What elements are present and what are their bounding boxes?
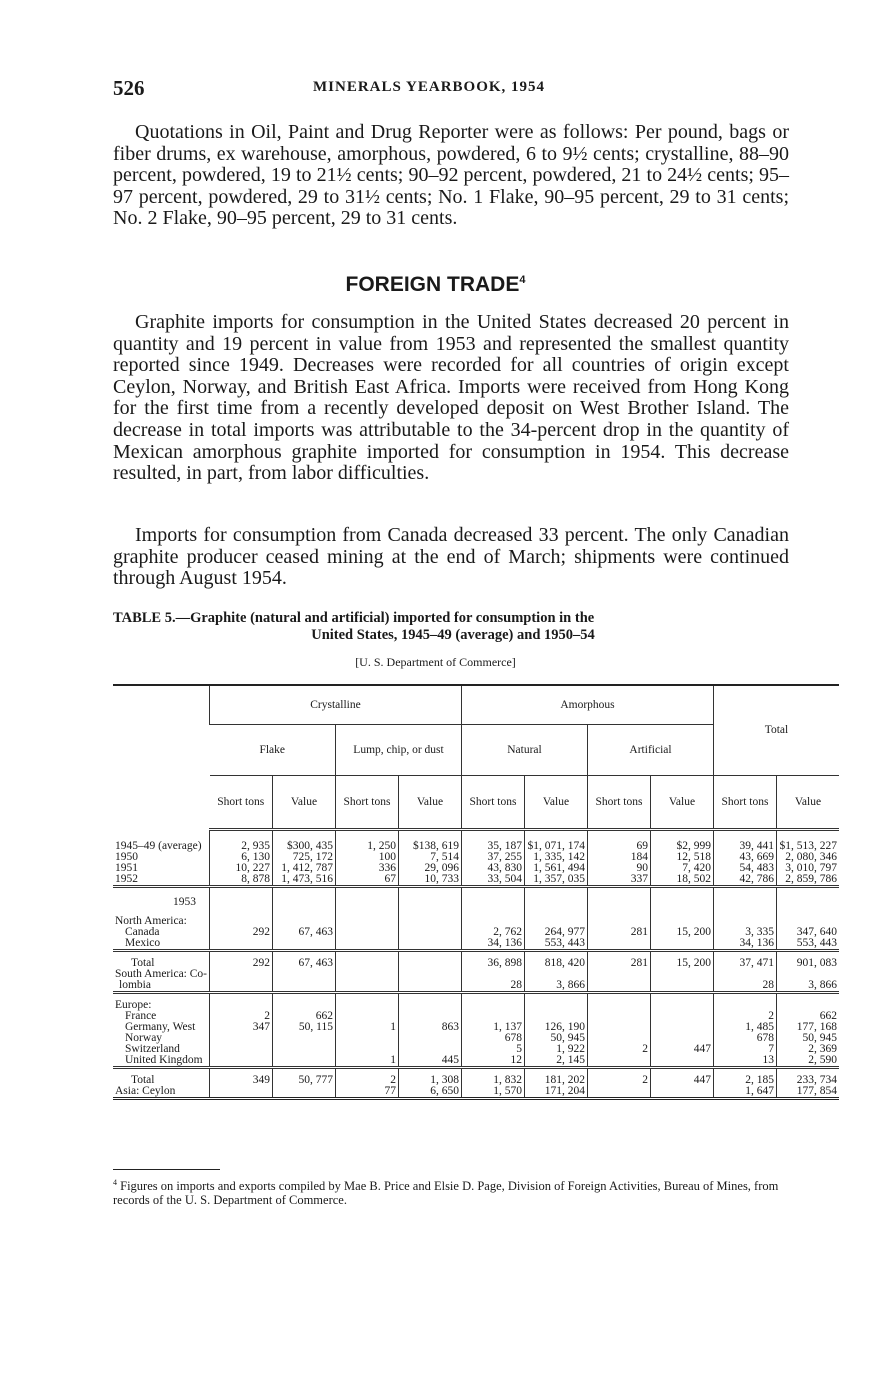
table-cell: 100 bbox=[336, 852, 399, 863]
empty-cell bbox=[651, 1000, 714, 1011]
year-row bbox=[113, 874, 839, 887]
table-cell bbox=[651, 1086, 714, 1099]
header-value: Value bbox=[525, 776, 588, 830]
region-heading bbox=[113, 969, 839, 980]
table-cell: 37, 255 bbox=[462, 852, 525, 863]
table-cell: 1 bbox=[336, 1022, 399, 1033]
table-cell bbox=[588, 1011, 651, 1022]
table-cell bbox=[336, 1011, 399, 1022]
table-cell: $2, 999 bbox=[651, 841, 714, 852]
table-cell: 10, 733 bbox=[399, 874, 462, 887]
row-label: 1951 bbox=[115, 862, 138, 874]
country-row bbox=[113, 938, 839, 951]
table-cell bbox=[210, 1055, 273, 1068]
table-cell: 2, 935 bbox=[210, 841, 273, 852]
table-cell: 171, 204 bbox=[525, 1086, 588, 1099]
table-cell bbox=[588, 1055, 651, 1068]
row-label: lombia bbox=[113, 980, 210, 993]
empty-cell bbox=[714, 993, 777, 1001]
table-cell: 678 bbox=[714, 1033, 777, 1044]
empty-cell bbox=[336, 993, 399, 1001]
table-cell: 15, 200 bbox=[651, 958, 714, 969]
empty-cell bbox=[336, 969, 399, 980]
empty-cell bbox=[651, 969, 714, 980]
table-cell: 2, 590 bbox=[777, 1055, 840, 1068]
table-cell: 37, 471 bbox=[714, 958, 777, 969]
table-cell: 77 bbox=[336, 1086, 399, 1099]
spacer-row bbox=[113, 951, 839, 959]
row-label: Asia: Ceylon bbox=[115, 1085, 176, 1097]
table-cell: 2 bbox=[588, 1044, 651, 1055]
country-row bbox=[113, 1055, 839, 1068]
table-cell: 2, 080, 346 bbox=[777, 852, 840, 863]
table-cell: 7 bbox=[714, 1044, 777, 1055]
year-1953-heading bbox=[113, 887, 839, 917]
row-label: Total bbox=[131, 1074, 155, 1086]
table-cell bbox=[210, 1033, 273, 1044]
footnote bbox=[113, 1176, 793, 1207]
empty-cell bbox=[336, 1000, 399, 1011]
header-short-tons: Short tons bbox=[588, 776, 651, 830]
country-row bbox=[113, 1044, 839, 1055]
table-cell: 15, 200 bbox=[651, 927, 714, 938]
table-cell: 50, 945 bbox=[777, 1033, 840, 1044]
table-cell: 725, 172 bbox=[273, 852, 336, 863]
empty-cell bbox=[777, 887, 840, 917]
region-heading-label: North America: bbox=[115, 915, 187, 927]
header-crystalline: Crystalline bbox=[210, 685, 462, 725]
empty-cell bbox=[399, 1000, 462, 1011]
table-cell: 281 bbox=[588, 927, 651, 938]
empty-cell bbox=[651, 887, 714, 917]
table-cell: 34, 136 bbox=[462, 938, 525, 951]
empty-cell bbox=[273, 887, 336, 917]
table-cell: 43, 830 bbox=[462, 863, 525, 874]
country-row bbox=[113, 1022, 839, 1033]
table-cell: 1, 412, 787 bbox=[273, 863, 336, 874]
table-cell bbox=[273, 980, 336, 993]
table-cell: 447 bbox=[651, 1044, 714, 1055]
table-cell: 2 bbox=[588, 1075, 651, 1086]
total-row bbox=[113, 958, 839, 969]
table-cell: 181, 202 bbox=[525, 1075, 588, 1086]
table-cell bbox=[336, 1033, 399, 1044]
table-cell: $1, 071, 174 bbox=[525, 841, 588, 852]
table-cell: 1, 137 bbox=[462, 1022, 525, 1033]
empty-cell bbox=[210, 1000, 273, 1011]
table-cell: 233, 734 bbox=[777, 1075, 840, 1086]
table-cell bbox=[651, 1055, 714, 1068]
empty-cell bbox=[399, 969, 462, 980]
empty-cell bbox=[651, 993, 714, 1001]
table-cell: 7, 420 bbox=[651, 863, 714, 874]
table-cell: 3, 866 bbox=[525, 980, 588, 993]
table-cell bbox=[399, 958, 462, 969]
table-cell: 818, 420 bbox=[525, 958, 588, 969]
empty-cell bbox=[399, 951, 462, 959]
table-cell: 54, 483 bbox=[714, 863, 777, 874]
header-short-tons: Short tons bbox=[462, 776, 525, 830]
region-heading bbox=[113, 1000, 839, 1011]
table-cell: 3, 010, 797 bbox=[777, 863, 840, 874]
empty-cell bbox=[588, 969, 651, 980]
table-cell bbox=[399, 1033, 462, 1044]
table-cell: 1, 308 bbox=[399, 1075, 462, 1086]
row-label: France bbox=[125, 1010, 157, 1022]
year-1953-heading-label: 1953 bbox=[173, 895, 196, 908]
table-cell bbox=[273, 1086, 336, 1099]
table-cell: 662 bbox=[777, 1011, 840, 1022]
table-cell: 901, 083 bbox=[777, 958, 840, 969]
table-cell bbox=[273, 1044, 336, 1055]
header-lump: Lump, chip, or dust bbox=[336, 725, 462, 776]
footnote-mark: 4 bbox=[113, 1178, 117, 1187]
table-cell: 2, 185 bbox=[714, 1075, 777, 1086]
table-cell: 12 bbox=[462, 1055, 525, 1068]
section-heading-text: FOREIGN TRADE bbox=[345, 273, 520, 296]
paragraph-canada-text: Imports for consumption from Canada decreased 33 percent. The only Canadian graphite producer ceased mining at the end of March; shipments were continued through August 1954. bbox=[113, 524, 789, 590]
table-cell bbox=[588, 980, 651, 993]
table-cell: 292 bbox=[210, 927, 273, 938]
table-cell: 126, 190 bbox=[525, 1022, 588, 1033]
table-cell: 553, 443 bbox=[525, 938, 588, 951]
table-cell bbox=[588, 1022, 651, 1033]
empty-cell bbox=[714, 1000, 777, 1011]
table-source: [U. S. Department of Commerce] bbox=[355, 655, 516, 669]
paragraph-quotations-text: Quotations in Oil, Paint and Drug Reporter were as follows: Per pound, bags or fiber drums, ex warehouse, amorphous, powdered, 6 to 9½ cents; crystalline, 88–90 percent, powdered, 19 to 21½ cents; 90–92 percent, powdered, 21 to 24½ cents; 95–97 percent, powdered, 29 to 31½ cents; No. 1 Flake, 90–95 percent, 29 to 31 cents; No. 2 Flake, 90–95 percent, 29 to 31 cents. bbox=[113, 121, 789, 230]
table-cell bbox=[336, 927, 399, 938]
table-cell bbox=[273, 1033, 336, 1044]
year-row bbox=[113, 863, 839, 874]
table-cell: 1, 335, 142 bbox=[525, 852, 588, 863]
table-cell: 6, 130 bbox=[210, 852, 273, 863]
row-label: 1945–49 (average) bbox=[115, 840, 202, 852]
row-label: Norway bbox=[125, 1032, 163, 1044]
header-artificial: Artificial bbox=[588, 725, 714, 776]
table-cell bbox=[651, 980, 714, 993]
empty-cell bbox=[273, 969, 336, 980]
table-cell: 553, 443 bbox=[777, 938, 840, 951]
empty-cell bbox=[210, 969, 273, 980]
table-cell bbox=[336, 938, 399, 951]
empty-cell bbox=[588, 1068, 651, 1076]
empty-cell bbox=[462, 1000, 525, 1011]
empty-cell bbox=[777, 993, 840, 1001]
table-cell bbox=[651, 1011, 714, 1022]
table-cell bbox=[210, 1086, 273, 1099]
region-heading bbox=[113, 916, 839, 927]
table-cell: 184 bbox=[588, 852, 651, 863]
table-cell bbox=[588, 938, 651, 951]
empty-cell bbox=[210, 993, 273, 1001]
table-cell bbox=[588, 1086, 651, 1099]
table-caption-line1: TABLE 5.—Graphite (natural and artificial) imported for consumption in the bbox=[113, 610, 595, 626]
table-cell bbox=[651, 1022, 714, 1033]
empty-cell bbox=[336, 887, 399, 917]
table-cell: 29, 096 bbox=[399, 863, 462, 874]
table-cell: 50, 945 bbox=[525, 1033, 588, 1044]
row-label: 1950 bbox=[115, 851, 138, 863]
table-cell: 3, 866 bbox=[777, 980, 840, 993]
table-cell: 5 bbox=[462, 1044, 525, 1055]
header-natural: Natural bbox=[462, 725, 588, 776]
header-total: Total bbox=[714, 685, 840, 776]
table-caption-line2: United States, 1945–49 (average) and 1950–54 bbox=[311, 627, 595, 643]
region-heading-label: Europe: bbox=[115, 999, 152, 1011]
paragraph-imports-text: Graphite imports for consumption in the United States decreased 20 percent in quantity and 19 percent in value from 1953 and represented the smallest quantity reported since 1949. Decreases were recorded for all countries of origin except Ceylon, Norway, and British East Africa. Imports were received from Hong Kong for the first time from a recently developed deposit on West Brother Island. The decrease in total imports was attributable to the 34-percent drop in the quantity of Mexican amorphous graphite imported for consumption in 1954. This decrease resulted, in part, from labor difficulties. bbox=[113, 311, 789, 485]
country-row bbox=[113, 1011, 839, 1022]
table-cell: 678 bbox=[462, 1033, 525, 1044]
header-short-tons: Short tons bbox=[714, 776, 777, 830]
spacer-row bbox=[113, 1068, 839, 1076]
table-cell: 8, 878 bbox=[210, 874, 273, 887]
empty-cell bbox=[462, 887, 525, 917]
table-cell: 1, 250 bbox=[336, 841, 399, 852]
empty-cell bbox=[399, 993, 462, 1001]
table-cell: 347, 640 bbox=[777, 927, 840, 938]
empty-cell bbox=[399, 916, 462, 927]
header-short-tons: Short tons bbox=[336, 776, 399, 830]
table-cell: 1, 832 bbox=[462, 1075, 525, 1086]
row-label: Canada bbox=[125, 926, 160, 938]
table-cell: $1, 513, 227 bbox=[777, 841, 840, 852]
table-cell: 18, 502 bbox=[651, 874, 714, 887]
table-cell: 347 bbox=[210, 1022, 273, 1033]
empty-cell bbox=[273, 993, 336, 1001]
table-cell: 1, 473, 516 bbox=[273, 874, 336, 887]
country-row bbox=[113, 1033, 839, 1044]
row-label: 1952 bbox=[113, 874, 210, 887]
table-cell bbox=[651, 938, 714, 951]
table-cell bbox=[210, 1044, 273, 1055]
empty-cell bbox=[336, 1068, 399, 1076]
table-cell: 90 bbox=[588, 863, 651, 874]
table-cell: 292 bbox=[210, 958, 273, 969]
table-body bbox=[113, 830, 839, 1099]
country-row bbox=[113, 927, 839, 938]
table-cell: 1, 561, 494 bbox=[525, 863, 588, 874]
table-cell: 1, 357, 035 bbox=[525, 874, 588, 887]
table-cell: 33, 504 bbox=[462, 874, 525, 887]
page-header bbox=[113, 76, 793, 106]
empty-cell bbox=[113, 951, 210, 959]
empty-cell bbox=[525, 887, 588, 917]
row-label: Mexico bbox=[113, 938, 210, 951]
table-cell: 43, 669 bbox=[714, 852, 777, 863]
row-label: Germany, West bbox=[125, 1021, 196, 1033]
table-cell: 6, 650 bbox=[399, 1086, 462, 1099]
table-cell: 2 bbox=[714, 1011, 777, 1022]
running-title: MINERALS YEARBOOK, 1954 bbox=[313, 79, 546, 95]
table-cell: 281 bbox=[588, 958, 651, 969]
table-cell: 28 bbox=[462, 980, 525, 993]
table-cell: 349 bbox=[210, 1075, 273, 1086]
table-cell bbox=[336, 980, 399, 993]
spacer-row bbox=[113, 830, 839, 842]
table-cell: 50, 777 bbox=[273, 1075, 336, 1086]
table-cell: 264, 977 bbox=[525, 927, 588, 938]
table-cell bbox=[399, 980, 462, 993]
table-cell: 2 bbox=[336, 1075, 399, 1086]
table-cell: 69 bbox=[588, 841, 651, 852]
table-cell: 337 bbox=[588, 874, 651, 887]
footnote-rule bbox=[113, 1169, 220, 1170]
empty-cell bbox=[525, 1000, 588, 1011]
footnote-text: Figures on imports and exports compiled by Mae B. Price and Elsie D. Page, Division of Foreign Activities, Bureau of Mines, from records of the U. S. Department of Commerce. bbox=[113, 1179, 779, 1208]
header-value: Value bbox=[399, 776, 462, 830]
table-cell bbox=[210, 980, 273, 993]
heading-footnote-mark: 4 bbox=[519, 274, 526, 286]
table-cell: 39, 441 bbox=[714, 841, 777, 852]
table-cell bbox=[588, 1033, 651, 1044]
table-cell: 28 bbox=[714, 980, 777, 993]
table-cell: 1, 570 bbox=[462, 1086, 525, 1099]
table-cell: 447 bbox=[651, 1075, 714, 1086]
table-cell: 2, 859, 786 bbox=[777, 874, 840, 887]
row-label: Switzerland bbox=[125, 1043, 180, 1055]
table-cell: 1, 922 bbox=[525, 1044, 588, 1055]
table-cell: 36, 898 bbox=[462, 958, 525, 969]
table-cell bbox=[273, 938, 336, 951]
table-cell: 1, 647 bbox=[714, 1086, 777, 1099]
table-cell: 3, 335 bbox=[714, 927, 777, 938]
header-value: Value bbox=[651, 776, 714, 830]
spacer-row bbox=[113, 993, 839, 1001]
section-heading bbox=[0, 273, 871, 297]
stub-header bbox=[113, 685, 210, 830]
page-number: 526 bbox=[113, 76, 145, 100]
graphite-imports-table bbox=[113, 684, 839, 1100]
header-amorphous: Amorphous bbox=[462, 685, 714, 725]
table-cell: 10, 227 bbox=[210, 863, 273, 874]
empty-cell bbox=[588, 1000, 651, 1011]
table-cell bbox=[336, 958, 399, 969]
empty-cell bbox=[714, 887, 777, 917]
table-cell: 35, 187 bbox=[462, 841, 525, 852]
table-cell: $138, 619 bbox=[399, 841, 462, 852]
table-cell: 42, 786 bbox=[714, 874, 777, 887]
header-value: Value bbox=[273, 776, 336, 830]
table-cell bbox=[399, 938, 462, 951]
table-cell bbox=[399, 927, 462, 938]
table-cell: 2, 762 bbox=[462, 927, 525, 938]
table-cell: $300, 435 bbox=[273, 841, 336, 852]
table-cell: 67, 463 bbox=[273, 958, 336, 969]
row-label: Total bbox=[131, 957, 155, 969]
table-cell: 12, 518 bbox=[651, 852, 714, 863]
table-cell: 177, 168 bbox=[777, 1022, 840, 1033]
year-row bbox=[113, 841, 839, 852]
year-row bbox=[113, 852, 839, 863]
country-row bbox=[113, 1086, 839, 1099]
table-cell: 7, 514 bbox=[399, 852, 462, 863]
paragraph-canada bbox=[113, 525, 789, 590]
table-cell: 1 bbox=[336, 1055, 399, 1068]
header-flake: Flake bbox=[210, 725, 336, 776]
table-cell: 177, 854 bbox=[777, 1086, 840, 1099]
empty-cell bbox=[210, 887, 273, 917]
table-cell: 67, 463 bbox=[273, 927, 336, 938]
empty-cell bbox=[525, 993, 588, 1001]
empty-cell bbox=[336, 916, 399, 927]
empty-cell bbox=[336, 951, 399, 959]
total-row bbox=[113, 1075, 839, 1086]
table-cell: 67 bbox=[336, 874, 399, 887]
table-cell: 13 bbox=[714, 1055, 777, 1068]
table-cell: 445 bbox=[399, 1055, 462, 1068]
table-cell: 863 bbox=[399, 1022, 462, 1033]
table-cell: 1, 485 bbox=[714, 1022, 777, 1033]
table-cell: 2, 145 bbox=[525, 1055, 588, 1068]
header-short-tons: Short tons bbox=[210, 776, 273, 830]
table-cell: 2, 369 bbox=[777, 1044, 840, 1055]
paragraph-quotations bbox=[113, 122, 789, 230]
empty-cell bbox=[588, 993, 651, 1001]
table-caption bbox=[113, 610, 793, 644]
empty-cell bbox=[588, 887, 651, 917]
paragraph-imports bbox=[113, 312, 789, 485]
table-cell bbox=[336, 1044, 399, 1055]
empty-cell bbox=[462, 993, 525, 1001]
header-value: Value bbox=[777, 776, 840, 830]
empty-cell bbox=[399, 887, 462, 917]
table-cell: 336 bbox=[336, 863, 399, 874]
table-cell bbox=[210, 938, 273, 951]
table-cell: 50, 115 bbox=[273, 1022, 336, 1033]
table-cell: 34, 136 bbox=[714, 938, 777, 951]
region-heading-label: South America: Co- bbox=[115, 968, 207, 980]
country-row bbox=[113, 980, 839, 993]
table-cell: 2 bbox=[210, 1011, 273, 1022]
empty-cell bbox=[113, 1068, 210, 1076]
table-cell bbox=[273, 1055, 336, 1068]
table-cell: 662 bbox=[273, 1011, 336, 1022]
row-label: United Kingdom bbox=[113, 1055, 210, 1068]
